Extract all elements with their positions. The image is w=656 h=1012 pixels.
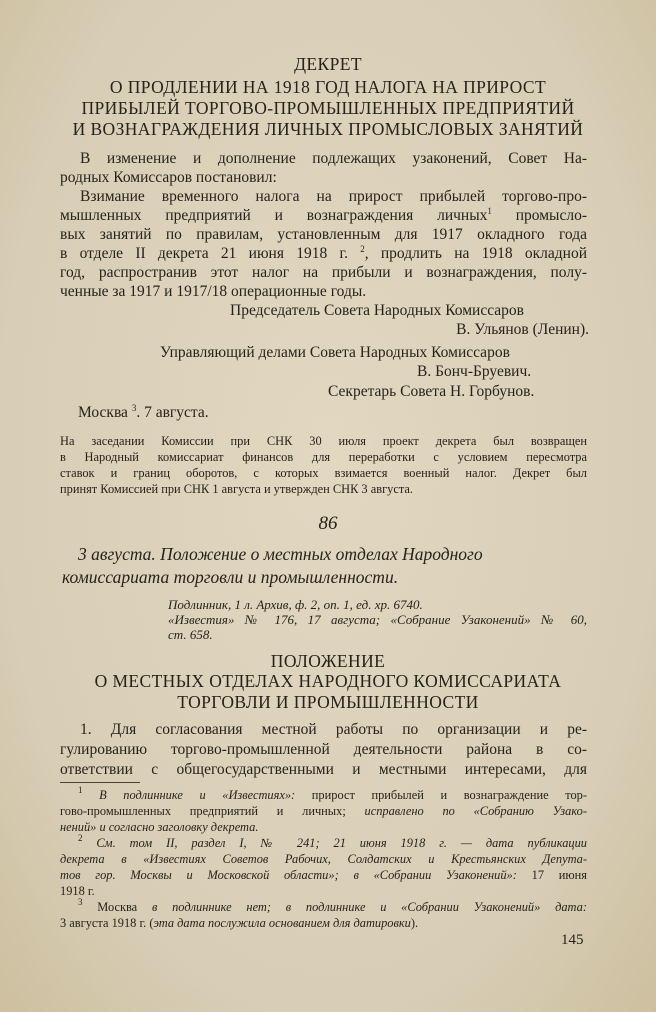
footnote-text: Москва: [97, 900, 138, 914]
regulation-heading-line: 3 августа. Положение о местных отделах Народного: [78, 544, 483, 564]
footnote-text: 17 июня: [531, 868, 587, 882]
footnote-text: ).: [410, 916, 419, 930]
place-city: Москва: [78, 404, 128, 421]
footnote-text: прирост прибылей и вознаграждение тор-: [311, 788, 587, 802]
signature-title: Председатель Совета Народных Комиссаров: [230, 302, 524, 319]
decree-body-text: , продлить на 1918 окладной: [364, 245, 588, 262]
signature-name: В. Ульянов (Ленин).: [456, 321, 589, 338]
page-number: 145: [561, 932, 584, 948]
footnote-ref: 1: [487, 206, 492, 216]
decree-body-text: промысло-: [515, 207, 587, 224]
decree-body-line: [60, 244, 587, 264]
commentary-line: На заседании Комиссии при СНК 30 июля проект декрета был возвращен: [60, 434, 587, 448]
footnote-3-line: [78, 897, 587, 916]
decree-intro-line: В изменение и дополнение подлежащих узаконений, Совет На-: [80, 150, 587, 167]
footnote-text: См. том II, раздел I, № 241; 21 июня 1918 г. — дата публикации: [96, 836, 587, 850]
footnote-text: 3 августа 1918 г. (: [60, 916, 154, 930]
commentary-line: принят Комиссией при СНК 1 августа и утвержден СНК 3 августа.: [60, 482, 414, 496]
signature-name: В. Бонч-Бруевич.: [417, 363, 532, 380]
footnote-text: гово-промышленных предприятий и личных;: [60, 804, 346, 818]
footnote-text: В подлиннике и «Известиях»:: [99, 788, 296, 802]
decree-intro-line: родных Комиссаров постановил:: [60, 169, 277, 186]
regulation-body-line: гулированию торгово-промышленной деятельности района в со-: [60, 741, 587, 758]
footnote-ref: 3: [131, 403, 137, 413]
decree-body-text: мышленных предприятий и вознаграждения личных: [60, 207, 488, 224]
decree-body-line: Взимание временного налога на прирост прибылей торгово-про-: [80, 188, 587, 205]
signature-secretary: Секретарь Совета Н. Горбунов.: [328, 383, 535, 400]
decree-title: ДЕКРЕТ: [294, 54, 362, 74]
decree-body-line: год, распространив этот налог на прибыли и вознаграждения, полу-: [60, 264, 587, 281]
source-line: ст. 658.: [168, 627, 213, 642]
decree-body-line: вых занятий по правилам, установленным для 1917 окладного года: [60, 226, 587, 243]
decree-subtitle-line: ПРИБЫЛЕЙ ТОРГОВО-ПРОМЫШЛЕННЫХ ПРЕДПРИЯТИЙ: [81, 98, 575, 118]
regulation-heading-line: комиссариата торговли и промышленности.: [62, 567, 399, 587]
footnote-text: в подлиннике нет; в подлиннике и «Собрании Узаконений» дата:: [151, 900, 587, 914]
signature-title: Управляющий делами Совета Народных Комиссаров: [160, 344, 510, 361]
source-line: «Известия» № 176, 17 августа; «Собрание Узаконений» № 60,: [168, 612, 587, 627]
footnote-text: исправлено по «Собранию Узако-: [364, 804, 587, 818]
document-number: 86: [318, 513, 338, 534]
footnote-text: эта дата послужила основанием для датировки: [153, 916, 411, 930]
source-line: Подлинник, 1 л. Архив, ф. 2, оп. 1, ед. хр. 6740.: [168, 597, 423, 612]
footnote-1-line: [60, 804, 587, 820]
regulation-body-line: ответствии с общегосударственными и местными интересами, для: [60, 761, 587, 778]
regulation-subtitle-line: ТОРГОВЛИ И ПРОМЫШЛЕННОСТИ: [177, 692, 479, 712]
place-date: [78, 403, 209, 423]
footnote-2-line: декрета в «Известиях Советов Рабочих, Солдатских и Крестьянских Депута-: [60, 852, 587, 866]
decree-body-text: в отделе II декрета 21 июня 1918 г.: [60, 245, 348, 262]
footnote-1-line: [78, 785, 587, 804]
regulation-title: ПОЛОЖЕНИЕ: [270, 651, 386, 671]
commentary-line: в Народный комиссариат финансов для переработки с условием пересмотра: [60, 450, 587, 464]
footnote-2-line: [60, 868, 587, 884]
decree-subtitle-line: О ПРОДЛЕНИИ НА 1918 ГОД НАЛОГА НА ПРИРОСТ: [109, 77, 547, 97]
decree-body-line: ченные за 1917 и 1917/18 операционные годы.: [60, 283, 367, 300]
commentary-line: ставок и границ оборотов, с которых взимается военный налог. Декрет был: [60, 466, 587, 480]
footnote-2-line: [78, 833, 587, 852]
decree-subtitle-line: И ВОЗНАГРАЖДЕНИЯ ЛИЧНЫХ ПРОМЫСЛОВЫХ ЗАНЯТИЙ: [72, 119, 584, 139]
decree-body-line: [60, 206, 587, 226]
regulation-body-line: 1. Для согласования местной работы по организации и ре-: [80, 721, 587, 738]
footnote-number: 2: [78, 833, 83, 843]
footnote-3-line: [60, 916, 418, 932]
place-date-value: . 7 августа.: [136, 404, 209, 421]
footnote-2-line: 1918 г.: [60, 884, 95, 898]
footnote-text: тов гор. Москвы и Московской области»; в «Собрании Узаконений»:: [60, 868, 517, 882]
footnote-number: 3: [78, 897, 83, 907]
footnote-number: 1: [78, 785, 83, 795]
footnote-divider: [60, 782, 140, 783]
footnote-ref: 2: [360, 244, 365, 254]
footnote-1-line: нений» и согласно заголовку декрета.: [60, 820, 259, 834]
regulation-subtitle-line: О МЕСТНЫХ ОТДЕЛАХ НАРОДНОГО КОМИССАРИАТА: [94, 671, 562, 691]
